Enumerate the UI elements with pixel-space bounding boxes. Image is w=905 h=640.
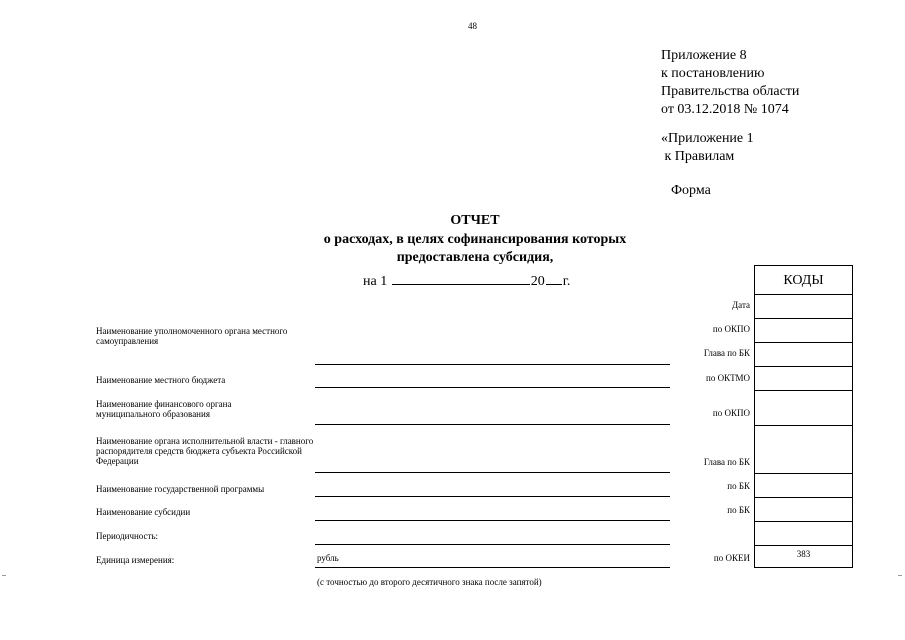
date-year-field[interactable] [546, 272, 562, 285]
code-cell-okpo-1[interactable] [754, 318, 853, 343]
appendix-rules-line-2: к Правилам [661, 149, 735, 164]
appendix-line-3: Правительства области [661, 84, 800, 99]
code-label-bk-2: по БК [727, 505, 750, 515]
codes-header: КОДЫ [754, 265, 853, 295]
code-cell-bk-2[interactable] [754, 497, 853, 522]
date-year-prefix: 20 [530, 274, 545, 289]
code-label-okpo-1: по ОКПО [712, 324, 750, 334]
code-label-okpo-2: по ОКПО [712, 408, 750, 418]
code-label-okei: по ОКЕИ [713, 553, 750, 563]
label-financial-body: Наименование финансового органа муниципального образования [96, 399, 232, 419]
field-state-program[interactable] [315, 496, 670, 497]
date-suffix: г. [562, 274, 571, 289]
report-subtitle-1: о расходах, в целях софинансирования которых [323, 232, 627, 247]
field-subsidy[interactable] [315, 520, 670, 521]
code-label-bk-1: по БК [727, 481, 750, 491]
field-financial-body[interactable] [315, 424, 670, 425]
code-cell-okpo-2[interactable] [754, 390, 853, 426]
page-number: 48 [468, 21, 477, 31]
appendix-line-1: Приложение 8 [661, 48, 747, 63]
label-state-program: Наименование государственной программы [96, 484, 265, 494]
code-label-date: Дата [732, 300, 750, 310]
label-local-budget: Наименование местного бюджета [96, 375, 226, 385]
code-cell-okei[interactable]: 383 [754, 545, 853, 568]
date-day-month-field[interactable] [392, 272, 530, 285]
code-label-glava-1: Глава по БК [703, 348, 750, 358]
code-cell-oktmo[interactable] [754, 366, 853, 391]
field-unit[interactable] [315, 567, 670, 568]
form-label: Форма [671, 183, 711, 198]
field-executive-body[interactable] [315, 472, 670, 473]
report-title: ОТЧЕТ [450, 213, 500, 228]
appendix-line-4: от 03.12.2018 № 1074 [661, 102, 789, 117]
label-periodicity: Периодичность: [96, 531, 159, 541]
appendix-block [661, 47, 799, 119]
appendix-rules-line-1: «Приложение 1 [661, 131, 754, 146]
code-cell-bk-1[interactable] [754, 473, 853, 498]
code-cell-periodicity[interactable] [754, 521, 853, 546]
field-authorized-body[interactable] [315, 364, 670, 365]
right-margin-mark [898, 575, 902, 576]
codes-table [754, 265, 853, 568]
report-subtitle-2: предоставлена субсидия, [396, 250, 554, 265]
label-executive-body: Наименование органа исполнительной власти - главного распорядителя средств бюджета субъекта Российской Федерации [96, 436, 314, 466]
label-subsidy: Наименование субсидии [96, 507, 191, 517]
code-label-oktmo: по ОКТМО [706, 373, 750, 383]
date-prefix: на 1 [363, 274, 388, 289]
code-cell-date[interactable] [754, 294, 853, 319]
field-local-budget[interactable] [315, 387, 670, 388]
unit-value: рубль [317, 553, 339, 563]
appendix-line-2: к постановлению [661, 66, 765, 81]
precision-note: (с точностью до второго десятичного знака после запятой) [317, 577, 542, 587]
code-cell-glava-2[interactable] [754, 425, 853, 474]
appendix-rules-block [661, 130, 754, 166]
label-authorized-body: Наименование уполномоченного органа местного самоуправления [96, 326, 288, 346]
code-label-glava-2: Глава по БК [703, 457, 750, 467]
label-unit: Единица измерения: [96, 555, 175, 565]
report-date-line [363, 272, 570, 290]
field-periodicity[interactable] [315, 544, 670, 545]
left-margin-mark [2, 575, 6, 576]
code-cell-glava-1[interactable] [754, 342, 853, 367]
